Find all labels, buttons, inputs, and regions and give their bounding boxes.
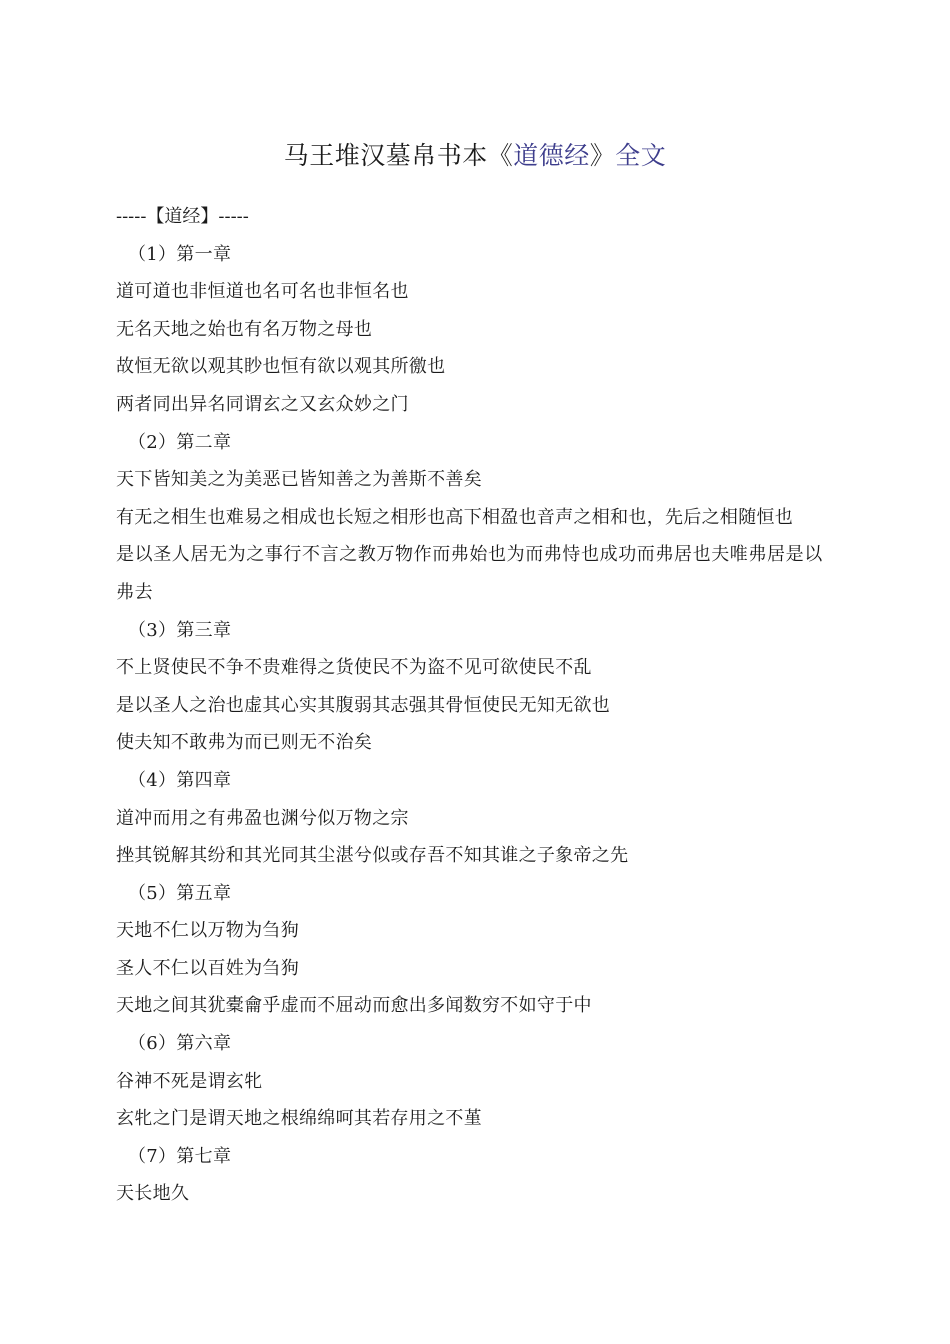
text-line: 使夫知不敢弗为而已则无不治矣 xyxy=(116,732,373,754)
text-line: 天地之间其犹橐龠乎虚而不屈动而愈出多闻数穷不如守于中 xyxy=(116,995,592,1017)
text-line: 天下皆知美之为美恶已皆知善之为善斯不善矣 xyxy=(116,469,482,491)
text-line: 两者同出异名同谓玄之又玄众妙之门 xyxy=(116,393,409,415)
chapter-heading: （1）第一章 xyxy=(128,243,232,265)
text-line: 圣人不仁以百姓为刍狗 xyxy=(116,957,299,979)
chapter-heading: （2）第二章 xyxy=(128,431,232,453)
title-close-bracket: 》 xyxy=(589,141,616,170)
text-line: 谷神不死是谓玄牝 xyxy=(116,1070,263,1092)
text-line: 天长地久 xyxy=(116,1183,190,1205)
text-line: 是以圣人之治也虚其心实其腹弱其志强其骨恒使民无知无欲也 xyxy=(116,694,611,716)
text-line: 有无之相生也难易之相成也长短之相形也高下相盈也音声之相和也，先后之相随恒也 xyxy=(116,506,794,528)
text-line: 道冲而用之有弗盈也渊兮似万物之宗 xyxy=(116,807,409,829)
title-main: 马王堆汉墓帛书本《 xyxy=(283,141,514,170)
chapter-heading: （6）第六章 xyxy=(128,1033,232,1055)
text-line: 无名天地之始也有名万物之母也 xyxy=(116,318,373,340)
text-line: 挫其锐解其纷和其光同其尘湛兮似或存吾不知其谁之子象帝之先 xyxy=(116,845,629,867)
text-line: 天地不仁以万物为刍狗 xyxy=(116,920,299,942)
document-body xyxy=(116,198,836,1213)
text-line: 故恒无欲以观其眇也恒有欲以观其所徼也 xyxy=(116,356,446,378)
document-title xyxy=(0,138,950,174)
chapter-heading: （5）第五章 xyxy=(128,882,232,904)
section-heading: -----【道经】----- xyxy=(116,206,249,227)
title-suffix: 全文 xyxy=(615,141,667,170)
text-line: 不上贤使民不争不贵难得之货使民不为盗不见可欲使民不乱 xyxy=(116,657,592,679)
chapter-heading: （3）第三章 xyxy=(128,619,232,641)
chapter-heading: （4）第四章 xyxy=(128,769,232,791)
text-line: 道可道也非恒道也名可名也非恒名也 xyxy=(116,281,409,303)
text-paragraph: 是以圣人居无为之事行不言之教万物作而弗始也为而弗恃也成功而弗居也夫唯弗居是以弗去 xyxy=(116,544,823,603)
text-line: 玄牝之门是谓天地之根绵绵呵其若存用之不堇 xyxy=(116,1108,482,1130)
chapter-heading: （7）第七章 xyxy=(128,1145,232,1167)
title-book-name: 道德经 xyxy=(513,141,590,170)
